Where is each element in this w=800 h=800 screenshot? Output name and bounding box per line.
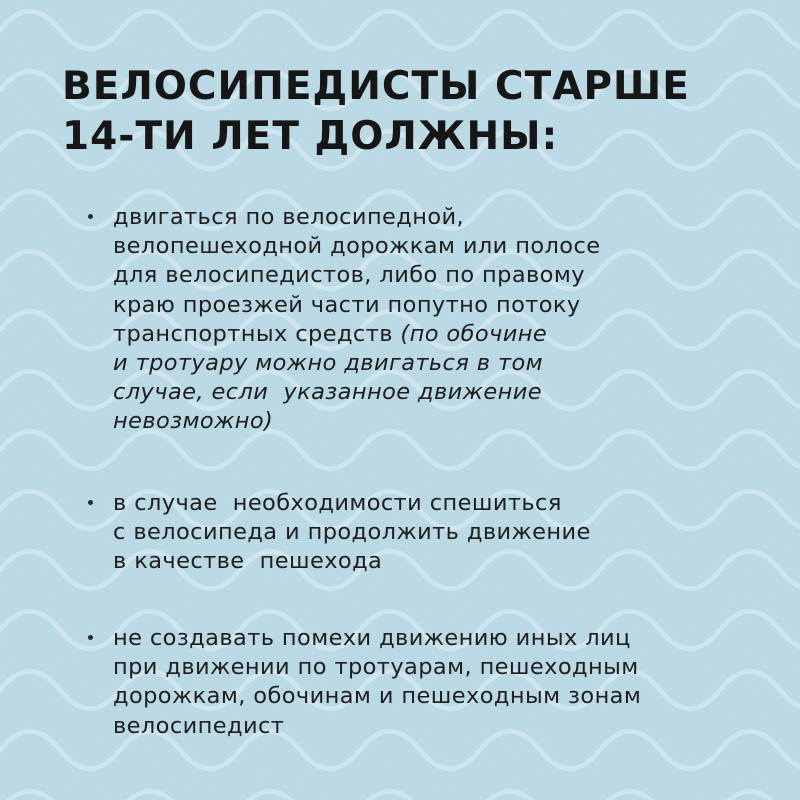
list-item-line: в случае необходимости спешиться: [113, 490, 562, 516]
list-item-line: при движении по тротуарам, пешеходным: [113, 654, 639, 681]
list-item-line-italic: невозможно): [113, 408, 274, 435]
list-item-line: в качестве пешехода: [113, 548, 383, 575]
list-item-line: для велосипедистов, либо по правому: [113, 262, 585, 289]
list-item-text: [113, 624, 763, 741]
list-item-line: с велосипеда и продолжить движение: [113, 519, 591, 546]
list-item-line-regular: транспортных средств: [113, 320, 401, 347]
list-item-line: двигаться по велосипедной,: [113, 204, 465, 230]
bullet-icon: [88, 635, 93, 640]
list-item-line-italic: случае, если указанное движение: [113, 379, 542, 406]
list-item-text: [113, 489, 763, 577]
title-line-1: ВЕЛОСИПЕДИСТЫ СТАРШЕ: [62, 64, 690, 109]
bullet-icon: [88, 500, 93, 505]
list-item-line: велосипедист: [113, 712, 285, 739]
list-item-line: дорожкам, обочинам и пешеходным зонам: [113, 683, 642, 710]
list-item-line-italic: (по обочине: [400, 320, 548, 347]
title-line-2: 14-ТИ ЛЕТ ДОЛЖНЫ:: [62, 114, 559, 159]
list-item-line: не создавать помехи движению иных лиц: [113, 625, 631, 651]
list-item-line: краю проезжей части попутно потоку: [113, 291, 581, 318]
list-item-line-italic: и тротуару можно двигаться в том: [113, 350, 544, 377]
bullet-icon: [88, 214, 93, 219]
list-item-line: велопешеходной дорожкам или полосе: [113, 233, 601, 260]
list-item-line-mixed: [113, 320, 763, 349]
list-item-text: [113, 203, 763, 437]
